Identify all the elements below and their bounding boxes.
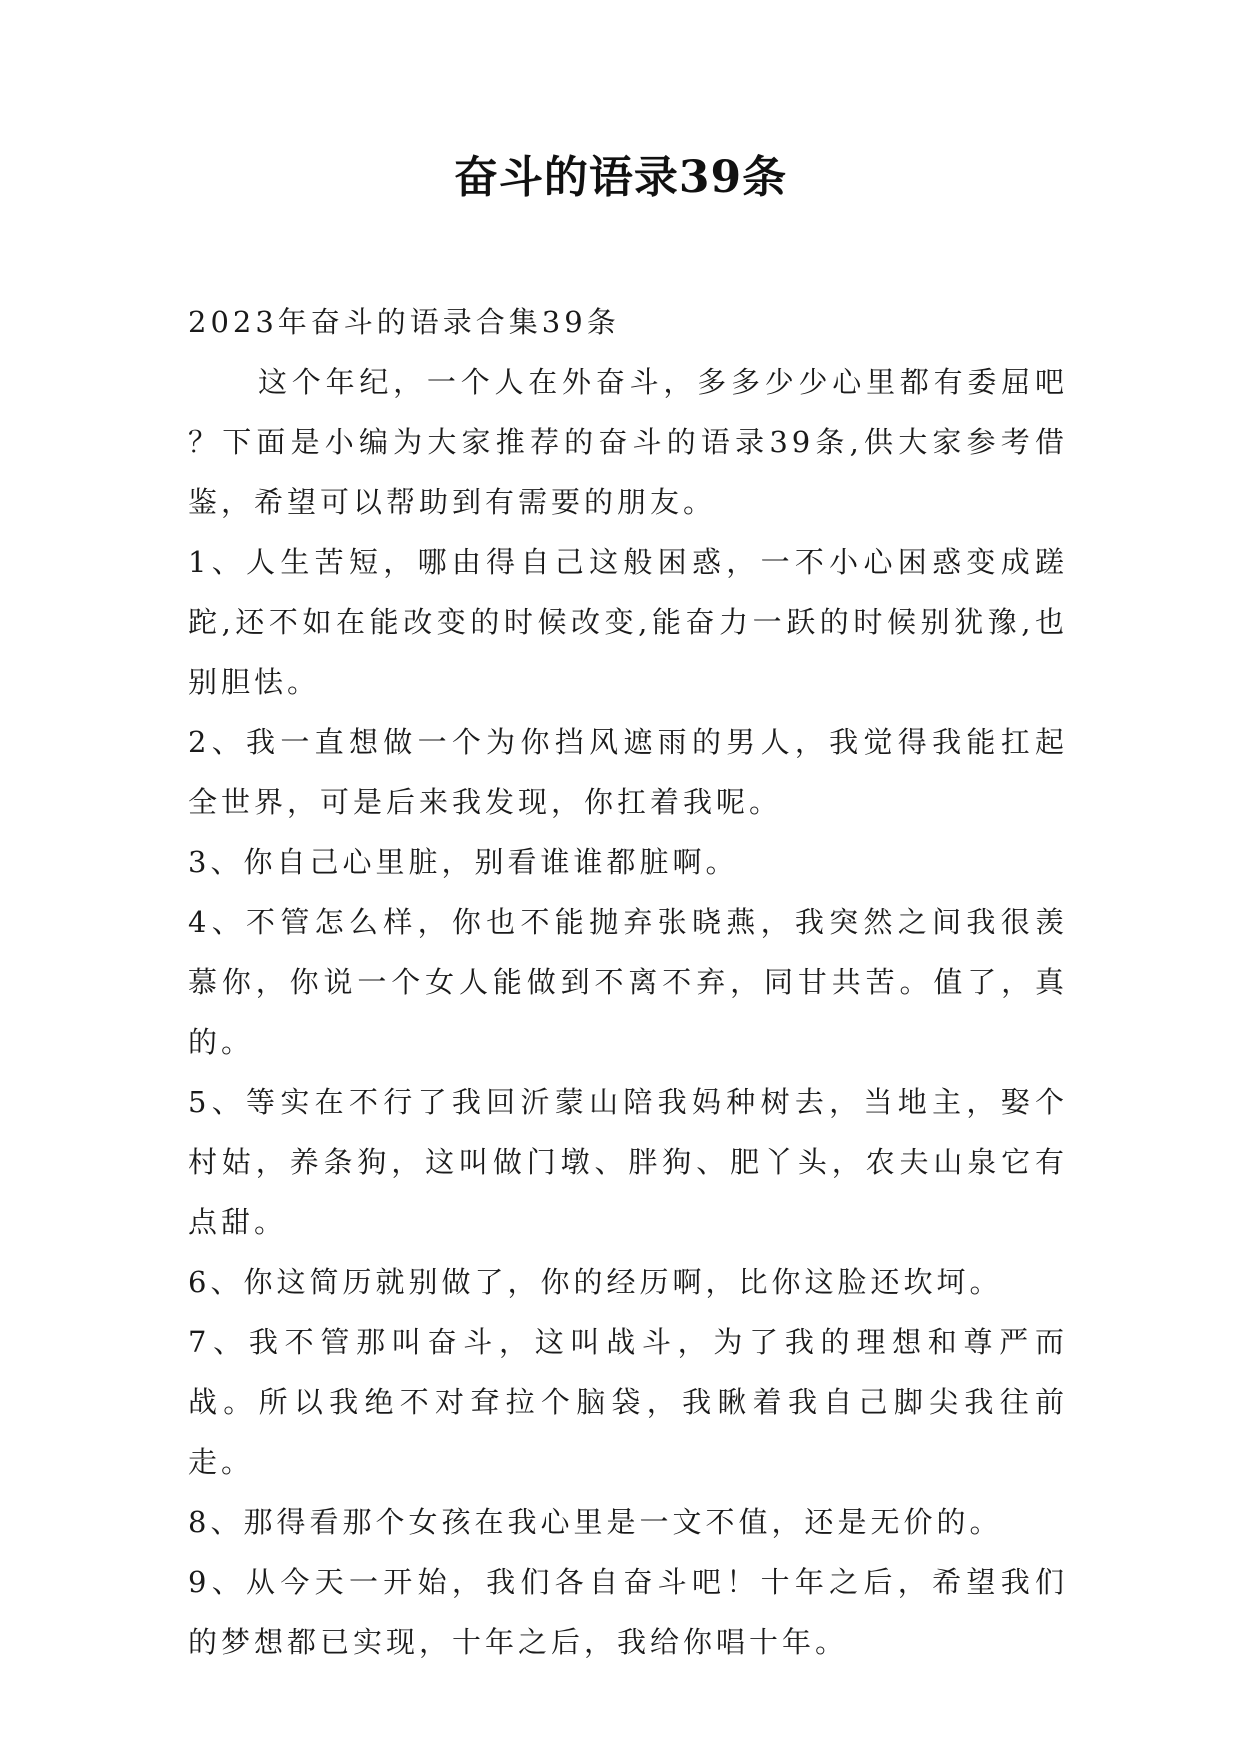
document-subtitle: 2023年奋斗的语录合集39条: [188, 305, 620, 339]
quote-item-4: 4、不管怎么样，你也不能抛弃张晓燕，我突然之间我很羡慕你，你说一个女人能做到不离不弃，同甘共苦。值了，真的。: [188, 905, 1068, 1059]
document-title: 奋斗的语录39条: [453, 152, 788, 203]
quote-item-7: 7、我不管那叫奋斗，这叫战斗，为了我的理想和尊严而战。所以我绝不对耷拉个脑袋，我瞅着我自己脚尖我往前走。: [188, 1325, 1068, 1479]
quote-item-3: 3、你自己心里脏，别看谁谁都脏啊。: [188, 845, 739, 879]
quote-item-8: 8、那得看那个女孩在我心里是一文不值，还是无价的。: [188, 1505, 1003, 1539]
intro-paragraph: 这个年纪，一个人在外奋斗，多多少少心里都有委屈吧 ？下面是小编为大家推荐的奋斗的语录39条,供大家参考借鉴，希望可以帮助到有需要的朋友。: [188, 365, 1068, 519]
quote-item-1: 1、人生苦短，哪由得自己这般困惑，一不小心困惑变成蹉跎,还不如在能改变的时候改变,能奋力一跃的时候别犹豫,也别胆怯。: [188, 545, 1068, 699]
quote-item-2: 2、我一直想做一个为你挡风遮雨的男人，我觉得我能扛起全世界，可是后来我发现，你扛着我呢。: [188, 725, 1068, 819]
document-body: [188, 292, 1068, 1672]
quote-item-6: 6、你这简历就别做了，你的经历啊，比你这脸还坎坷。: [188, 1265, 1003, 1299]
quote-item-9: 9、从今天一开始，我们各自奋斗吧！十年之后，希望我们的梦想都已实现，十年之后，我给你唱十年。: [188, 1565, 1068, 1659]
quote-item-5: 5、等实在不行了我回沂蒙山陪我妈种树去，当地主，娶个村姑，养条狗，这叫做门墩、胖狗、肥丫头，农夫山泉它有点甜。: [188, 1085, 1068, 1239]
